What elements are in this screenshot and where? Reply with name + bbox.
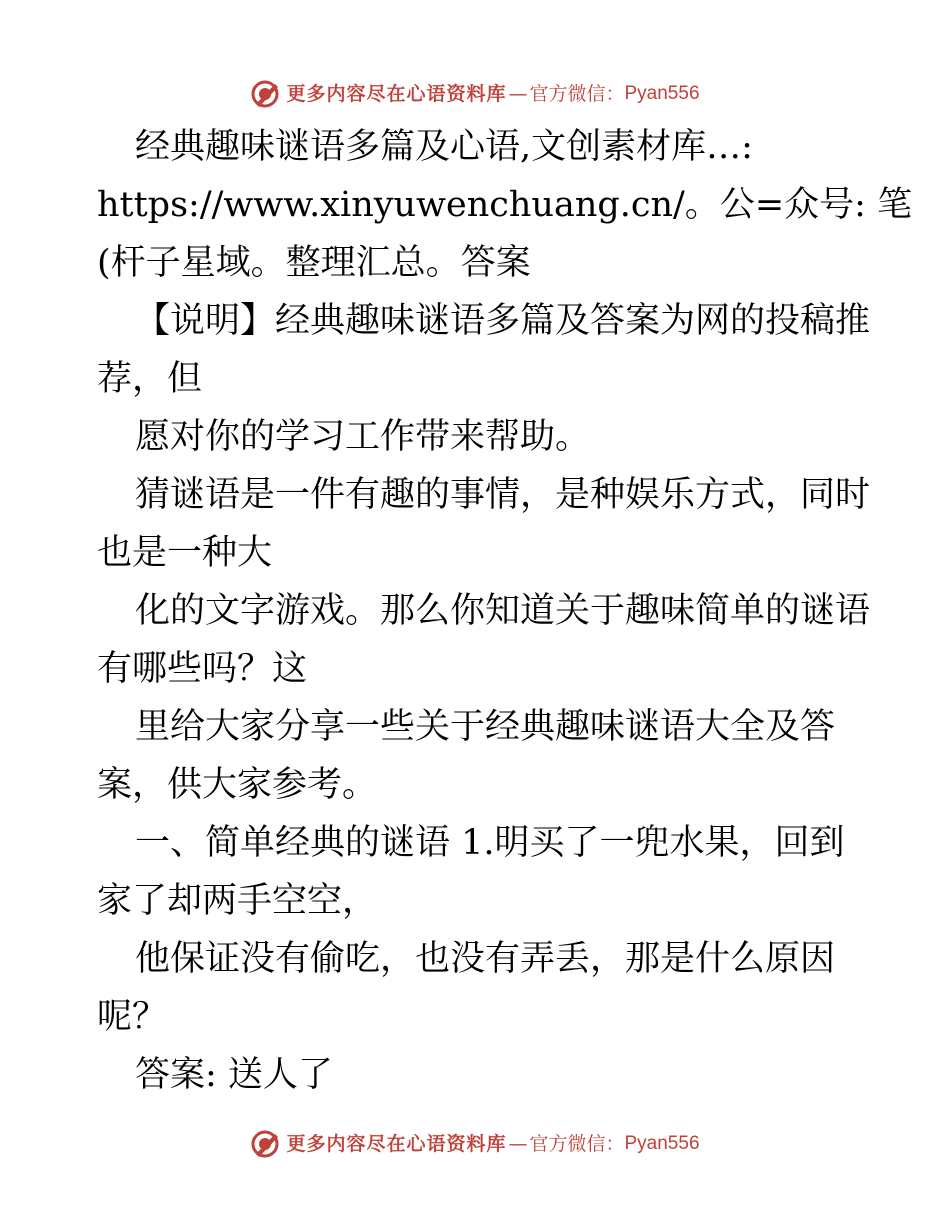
watermark-label: 官方微信： (529, 1133, 625, 1155)
text-line: 他保证没有偷吃，也没有弄丢，那是什么原因 (135, 939, 836, 979)
text-line: 家了却两手空空， (97, 881, 378, 921)
text-line: 荐，但 (97, 359, 203, 399)
footer-watermark (0, 1128, 950, 1166)
header-watermark (0, 78, 950, 116)
pen-logo-icon (250, 78, 282, 110)
text-line: (杆子星域。整理汇总。答案 (97, 243, 531, 283)
text-line-url: https://www.xinyuwenchuang.cn/。公=众号: 笔 (97, 185, 913, 225)
text-line: 【说明】经典趣味谜语多篇及答案为网的投稿推 (135, 301, 871, 341)
section-heading-line: 一、简单经典的谜语 1.明买了一兜水果，回到 (135, 823, 845, 863)
watermark-wechat-id: Pyan556 (624, 83, 700, 104)
text-line: 愿对你的学习工作带来帮助。 (135, 417, 591, 457)
text-line: 化的文字游戏。那么你知道关于趣味简单的谜语 (135, 591, 871, 631)
watermark-wechat-id: Pyan556 (624, 1133, 700, 1154)
text-line: 案，供大家参考。 (97, 765, 378, 805)
watermark-label: 官方微信： (529, 83, 625, 105)
text-line: 有哪些吗？这 (97, 649, 308, 689)
document-body (97, 118, 913, 1104)
text-line: 里给大家分享一些关于经典趣味谜语大全及答 (135, 707, 836, 747)
text-line: 呢？ (97, 997, 168, 1037)
watermark-title: 更多内容尽在心语资料库 (286, 1133, 507, 1155)
watermark-dash: — (508, 1133, 528, 1155)
watermark-dash: — (508, 83, 528, 105)
text-line: 经典趣味谜语多篇及心语,文创素材库…: (135, 127, 753, 167)
watermark-title: 更多内容尽在心语资料库 (286, 83, 507, 105)
text-line: 猜谜语是一件有趣的事情，是种娱乐方式，同时 (135, 475, 871, 515)
text-line: 也是一种大 (97, 533, 273, 573)
answer-line: 答案: 送人了 (135, 1055, 333, 1095)
pen-logo-icon (250, 1128, 282, 1160)
